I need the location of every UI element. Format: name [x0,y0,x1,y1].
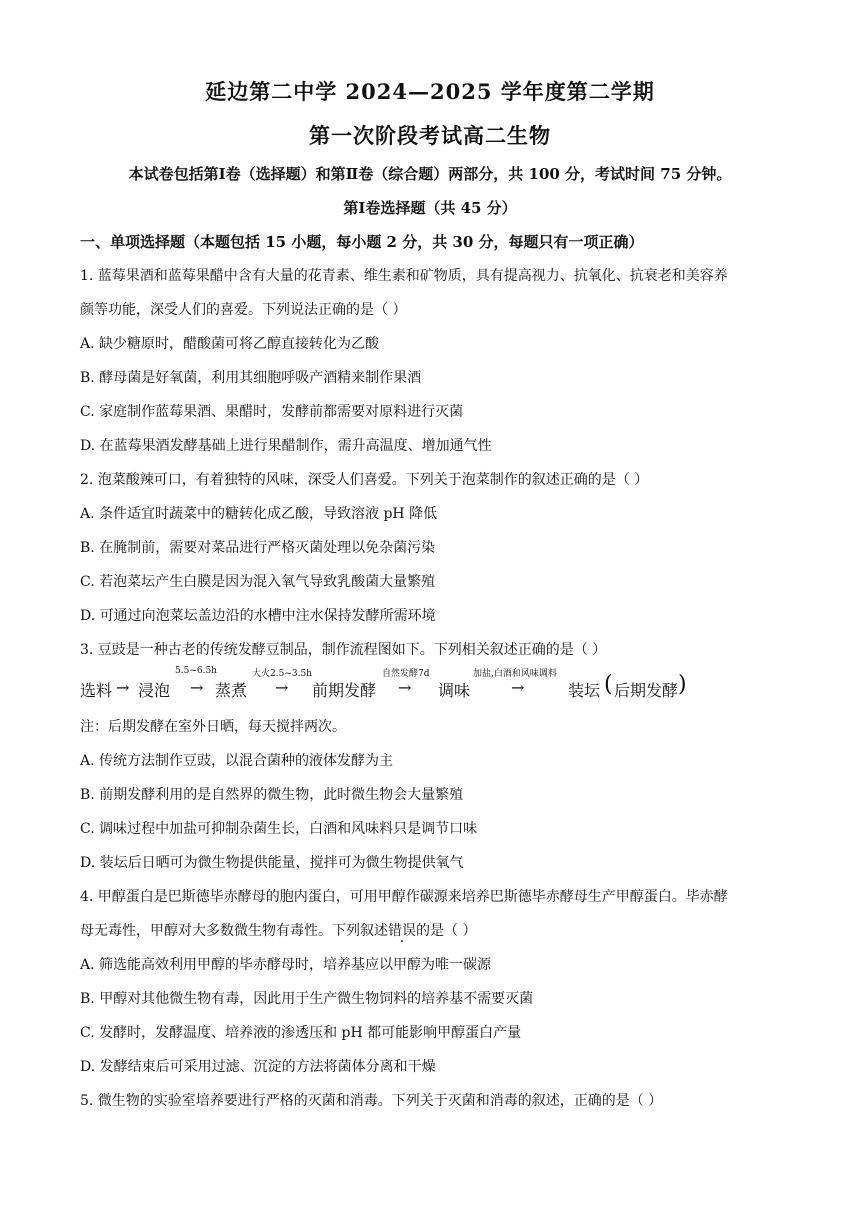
flow-step-4: 前期发酵 [312,681,377,700]
flow-condition-3: 大火2.5~3.5h [252,669,312,679]
flow-step-3: 蒸煮 [215,681,248,700]
flow-condition-4: 自然发酵7d [382,669,430,679]
flow-step-6: 装坛 [568,681,601,700]
q4-option-d: D. 发酵结束后可采用过滤、沉淀的方法将菌体分离和干燥 [80,1059,436,1075]
q2-option-b: B. 在腌制前，需要对菜品进行严格灭菌处理以免杂菌污染 [80,540,436,556]
q2-stem: 2. 泡菜酸辣可口，有着独特的风味，深受人们喜爱。下列关于泡菜制作的叙述正确的是（ ） [80,472,649,488]
q3-stem: 3. 豆豉是一种古老的传统发酵豆制品，制作流程图如下。下列相关叙述正确的是（ ） [80,642,607,658]
section-title: 一、单项选择题（本题包括 15 小题，每小题 2 分，共 30 分，每题只有一项正确） [80,233,644,251]
q3-option-b: B. 前期发酵利用的是自然界的微生物，此时微生物会大量繁殖 [80,787,464,803]
q3-option-d: D. 装坛后日晒可为微生物提供能量，搅拌可为微生物提供氧气 [80,855,464,871]
q4-option-b: B. 甲醇对其他微生物有毒，因此用于生产微生物饲料的培养基不需要灭菌 [80,991,534,1007]
flow-step-1: 选料 [80,681,113,700]
flow-condition-5: 加盐,白酒和风味调料 [473,669,557,679]
q4-option-a: A. 筛选能高效利用甲醇的毕赤酵母时，培养基应以甲醇为唯一碳源 [80,957,492,973]
flow-arrow-5: → [511,678,525,697]
part-title: 第Ⅰ卷选择题（共 45 分） [343,199,517,217]
q3-note: 注：后期发酵在室外日晒，每天搅拌两次。 [80,719,346,735]
exam-intro: 本试卷包括第Ⅰ卷（选择题）和第Ⅱ卷（综合题）两部分，共 100 分，考试时间 75 分钟。 [128,165,732,183]
q4-stem-line1: 4. 甲醇蛋白是巴斯德毕赤酵母的胞内蛋白，可用甲醇作碳源来培养巴斯德毕赤酵母生产甲醇蛋白。毕赤酵 [80,889,728,905]
flow-arrow-1: → [116,678,130,697]
q4-option-c: C. 发酵时，发酵温度、培养液的渗透压和 pH 都可能影响甲醇蛋白产量 [80,1025,522,1041]
flow-step-2: 浸泡 [138,681,171,700]
flow-arrow-2: → [190,678,204,697]
flow-condition-2: 5.5~6.5h [175,666,217,676]
q5-stem: 5. 微生物的实验室培养要进行严格的灭菌和消毒。下列关于灭菌和消毒的叙述，正确的是（ ） [80,1093,663,1109]
q2-option-a: A. 条件适宜时蔬菜中的糖转化成乙酸，导致溶液 pH 降低 [80,506,438,522]
exam-title: 延边第二中学 2024—2025 学年度第二学期 [205,79,655,104]
q3-flow-diagram [80,666,780,706]
exam-subtitle: 第一次阶段考试高二生物 [309,123,551,148]
q4-stem-text-c: 的是（ ） [416,923,477,939]
flow-step-5: 调味 [438,681,471,700]
q4-emphasis-word: 错误 [388,923,416,939]
flow-step-6-detail: 后期发酵 [614,681,679,700]
q1-option-c: C. 家庭制作蓝莓果酒、果醋时，发酵前都需要对原料进行灭菌 [80,404,464,420]
q1-option-d: D. 在蓝莓果酒发酵基础上进行果醋制作，需升高温度、增加通气性 [80,438,492,454]
q2-option-c: C. 若泡菜坛产生白膜是因为混入氧气导致乳酸菌大量繁殖 [80,574,436,590]
q1-stem-line2: 颜等功能，深受人们的喜爱。下列说法正确的是（ ） [80,302,407,318]
q4-stem-line2 [80,920,780,940]
flow-arrow-4: → [398,678,412,697]
flow-paren-close: ) [678,672,687,697]
q1-option-b: B. 酵母菌是好氧菌，利用其细胞呼吸产酒精来制作果酒 [80,370,422,386]
flow-paren-open: ( [604,672,613,697]
q4-stem-text-a: 母无毒性，甲醇对大多数微生物有毒性。下列叙述 [80,923,388,939]
q1-stem-line1: 1. 蓝莓果酒和蓝莓果醋中含有大量的花青素、维生素和矿物质，具有提高视力、抗氧化、抗衰老和美容养 [80,268,728,284]
flow-arrow-3: → [275,678,289,697]
q1-option-a: A. 缺少糖原时，醋酸菌可将乙醇直接转化为乙酸 [80,336,380,352]
q3-option-c: C. 调味过程中加盐可抑制杂菌生长，白酒和风味料只是调节口味 [80,821,478,837]
q2-option-d: D. 可通过向泡菜坛盖边沿的水槽中注水保持发酵所需环境 [80,608,436,624]
q3-option-a: A. 传统方法制作豆豉，以混合菌种的液体发酵为主 [80,753,394,769]
